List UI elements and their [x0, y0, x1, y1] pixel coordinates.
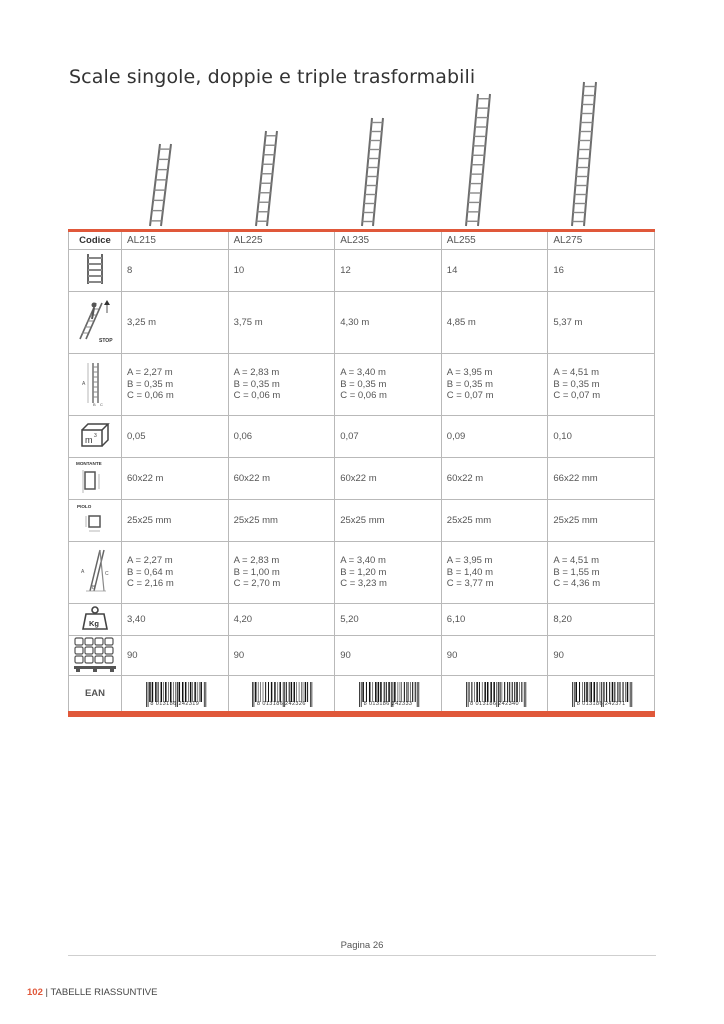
svg-text:MONTANTE: MONTANTE	[76, 461, 102, 466]
dimension-line: C = 3,77 m	[446, 578, 494, 590]
dimension-values	[335, 354, 442, 416]
svg-text:A: A	[82, 381, 86, 387]
spec-value: 5,20	[335, 604, 442, 636]
spec-value: 16	[548, 250, 655, 292]
spec-value: 12	[335, 250, 442, 292]
spec-value: 0,05	[122, 416, 229, 458]
dimension-values	[228, 542, 335, 604]
dimension-line: A = 3,95 m	[446, 555, 493, 567]
section-footer: 102 | TABELLE RIASSUNTIVE	[27, 987, 158, 998]
spec-value: 0,06	[228, 416, 335, 458]
spec-value: 25x25 mm	[228, 500, 335, 542]
product-code: AL225	[228, 231, 335, 250]
ean-number: 8 013186 242319	[150, 700, 200, 707]
rungs-icon	[69, 250, 122, 292]
spec-value: 0,10	[548, 416, 655, 458]
spec-value: 4,85 m	[441, 292, 548, 354]
spec-row	[69, 416, 655, 458]
volume-m3-icon	[69, 416, 122, 458]
dimension-line: C = 2,16 m	[127, 578, 174, 590]
footer-divider	[68, 955, 656, 956]
dimension-values	[122, 354, 229, 416]
spec-row	[69, 458, 655, 500]
spec-value: 10	[228, 250, 335, 292]
spec-value: 5,37 m	[548, 292, 655, 354]
spec-value: 6,10	[441, 604, 548, 636]
ladder-illustrations	[0, 0, 724, 230]
working-height-icon	[69, 292, 122, 354]
spec-value: 4,30 m	[335, 292, 442, 354]
section-title: TABELLE RIASSUNTIVE	[50, 987, 158, 998]
dimensions-closed-icon	[69, 354, 122, 416]
spec-row	[69, 354, 655, 416]
ladder-al275	[572, 82, 596, 226]
dimension-values	[548, 354, 655, 416]
dimension-line: B = 0,35 m	[340, 378, 387, 390]
ean-barcode	[228, 676, 335, 714]
svg-text:B: B	[93, 402, 96, 406]
dimension-line: A = 2,27 m	[127, 555, 173, 567]
dimension-values	[441, 354, 548, 416]
svg-text:A: A	[81, 569, 85, 575]
dimension-line: B = 0,35 m	[553, 378, 600, 390]
spec-value: 4,20	[228, 604, 335, 636]
ladder-al225	[256, 131, 277, 226]
dimension-line: A = 3,40 m	[340, 555, 386, 567]
dimension-line: B = 0,35 m	[446, 378, 493, 390]
product-code: AL255	[441, 231, 548, 250]
dimension-line: B = 1,40 m	[446, 566, 493, 578]
spec-row	[69, 636, 655, 676]
dimension-line: C = 2,70 m	[233, 578, 281, 590]
dimension-values	[228, 354, 335, 416]
ladder-al235	[362, 118, 383, 226]
product-code: AL275	[548, 231, 655, 250]
spec-value: 90	[122, 636, 229, 676]
codice-label: Codice	[69, 231, 122, 250]
ean-label: EAN	[69, 676, 122, 714]
product-code: AL215	[122, 231, 229, 250]
svg-text:m: m	[85, 435, 93, 445]
montante-profile-icon	[69, 458, 122, 500]
pallet-quantity-icon	[69, 636, 122, 676]
ean-barcode	[335, 676, 442, 714]
spec-value: 25x25 mm	[122, 500, 229, 542]
dimension-line: C = 0,06 m	[233, 390, 281, 402]
spec-value: 90	[548, 636, 655, 676]
svg-text:C: C	[105, 571, 109, 577]
dimension-line: A = 2,27 m	[127, 367, 173, 379]
spec-value: 60x22 m	[335, 458, 442, 500]
ean-number: 8 013186 242371	[576, 700, 626, 707]
dimension-line: B = 0,35 m	[127, 378, 174, 390]
page-label: Pagina 26	[340, 940, 384, 951]
dimension-values	[122, 542, 229, 604]
dimension-values	[441, 542, 548, 604]
spec-value: 60x22 m	[228, 458, 335, 500]
dimension-line: A = 3,95 m	[446, 367, 493, 379]
spec-value: 66x22 mm	[548, 458, 655, 500]
spec-value: 3,40	[122, 604, 229, 636]
dimension-values	[548, 542, 655, 604]
svg-text:C: C	[100, 402, 103, 406]
dimension-line: A = 2,83 m	[233, 555, 280, 567]
header-row	[69, 231, 655, 250]
ean-barcode	[122, 676, 229, 714]
spec-value: 3,25 m	[122, 292, 229, 354]
spec-row	[69, 250, 655, 292]
ladder-al215	[150, 144, 171, 226]
dimension-line: C = 0,07 m	[553, 390, 601, 402]
spec-value: 0,07	[335, 416, 442, 458]
spec-row	[69, 542, 655, 604]
ean-number: 8 013186 242326	[256, 700, 306, 707]
svg-text:STOP: STOP	[99, 338, 113, 343]
spec-value: 25x25 mm	[441, 500, 548, 542]
spec-value: 3,75 m	[228, 292, 335, 354]
dimension-line: A = 4,51 m	[553, 367, 600, 379]
dimension-line: A = 4,51 m	[553, 555, 600, 567]
page-title: Scale singole, doppie e triple trasformabili	[69, 66, 476, 88]
spec-row	[69, 292, 655, 354]
spec-value: 90	[335, 636, 442, 676]
weight-kg-icon	[69, 604, 122, 636]
svg-text:Kg: Kg	[89, 619, 99, 628]
spec-value: 8	[122, 250, 229, 292]
spec-value: 25x25 mm	[548, 500, 655, 542]
dimension-line: C = 0,06 m	[127, 390, 174, 402]
spec-table	[68, 229, 655, 717]
spec-value: 90	[228, 636, 335, 676]
dimension-line: B = 1,00 m	[233, 566, 280, 578]
svg-text:PIOLO: PIOLO	[77, 504, 92, 509]
dimension-values	[335, 542, 442, 604]
svg-text:B: B	[92, 585, 96, 591]
spec-row	[69, 604, 655, 636]
product-code: AL235	[335, 231, 442, 250]
ladder-al255	[466, 94, 490, 226]
dimension-line: B = 0,35 m	[233, 378, 280, 390]
dimension-line: B = 1,55 m	[553, 566, 600, 578]
ean-number: 8 013186 242333	[363, 700, 413, 707]
dimension-line: B = 0,64 m	[127, 566, 174, 578]
ean-row	[69, 676, 655, 714]
spec-value: 0,09	[441, 416, 548, 458]
dimensions-open-icon	[69, 542, 122, 604]
spec-value: 90	[441, 636, 548, 676]
page-number: 102	[27, 987, 43, 998]
ean-number: 8 013186 242340	[470, 700, 519, 707]
dimension-line: A = 2,83 m	[233, 367, 280, 379]
svg-text:3: 3	[94, 433, 97, 439]
dimension-line: B = 1,20 m	[340, 566, 387, 578]
piolo-profile-icon	[69, 500, 122, 542]
spec-value: 8,20	[548, 604, 655, 636]
spec-value: 14	[441, 250, 548, 292]
dimension-line: C = 0,07 m	[446, 390, 494, 402]
dimension-line: C = 4,36 m	[553, 578, 601, 590]
spec-value: 25x25 mm	[335, 500, 442, 542]
spec-value: 60x22 m	[122, 458, 229, 500]
dimension-line: C = 3,23 m	[340, 578, 387, 590]
ean-barcode	[548, 676, 655, 714]
spec-value: 60x22 m	[441, 458, 548, 500]
dimension-line: C = 0,06 m	[340, 390, 387, 402]
ean-barcode	[441, 676, 548, 714]
spec-row	[69, 500, 655, 542]
dimension-line: A = 3,40 m	[340, 367, 386, 379]
